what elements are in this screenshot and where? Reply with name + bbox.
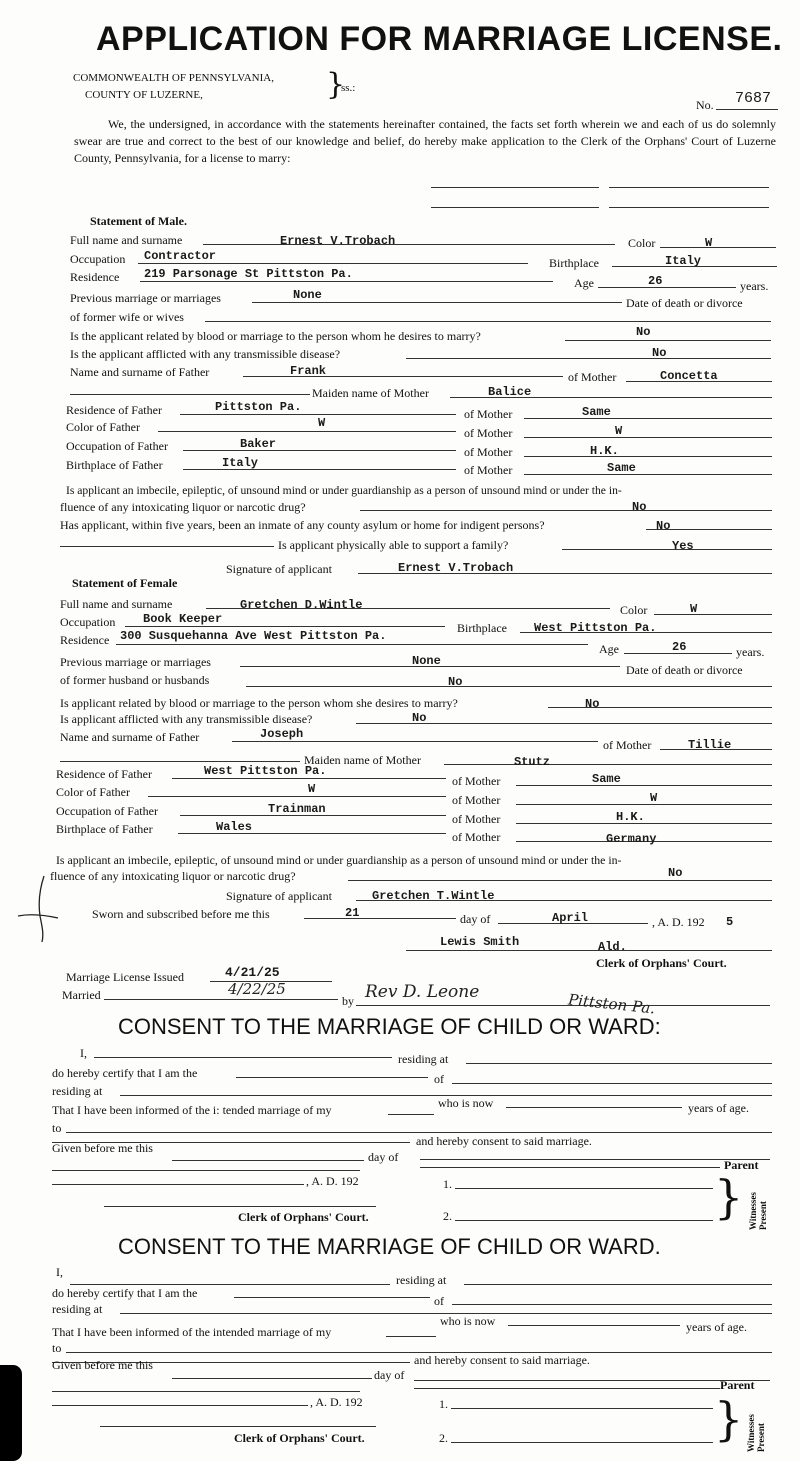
consent2-clerk-label: Clerk of Orphans' Court. — [234, 1431, 365, 1445]
rule — [386, 1336, 436, 1337]
consent1-witness1-label: 1. — [443, 1177, 452, 1191]
male-res-mother: Same — [582, 405, 611, 419]
male-prev-marriage-label: Previous marriage or marriages — [70, 291, 221, 305]
witness-brace: } — [714, 1170, 744, 1224]
female-imbecile-text: Is applicant an imbecile, epileptic, of unsound mind or under guardianship as a person of unsound mind or under the in- — [56, 853, 622, 867]
consent1-residing-label: residing at — [398, 1052, 449, 1066]
male-heading: Statement of Male. — [90, 214, 187, 228]
female-of-mother-label: of Mother — [603, 738, 652, 752]
female-residence: 300 Susquehanna Ave West Pittston Pa. — [120, 629, 387, 643]
rule — [388, 1114, 434, 1115]
rule — [524, 474, 772, 475]
male-birth-father: Italy — [222, 456, 259, 470]
rule — [466, 1063, 772, 1064]
rule — [100, 1426, 376, 1427]
sworn-month: April — [552, 911, 589, 925]
rule — [598, 287, 736, 288]
consent2-who-label: who is now — [440, 1314, 496, 1328]
license-number: 7687 — [735, 90, 772, 107]
female-color-mother-label: of Mother — [452, 793, 501, 807]
consent1-of-label: of — [434, 1072, 444, 1086]
scan-artifact — [0, 1365, 22, 1461]
document-title: APPLICATION FOR MARRIAGE LICENSE. — [96, 20, 783, 58]
female-occ-father: Trainman — [268, 802, 326, 816]
consent2-given-label: Given before me this — [52, 1358, 153, 1372]
male-related-label: Is the applicant related by blood or marriage to the person whom he desires to marry? — [70, 329, 481, 343]
male-influence-text: fluence of any intoxicating liquor or narcotic drug? — [60, 500, 306, 514]
rule — [348, 880, 772, 881]
male-support: Yes — [672, 539, 694, 553]
male-father-name: Frank — [290, 364, 327, 378]
rule — [431, 207, 599, 208]
consent1-clerk-label: Clerk of Orphans' Court. — [238, 1210, 369, 1224]
female-birth-mother-label: of Mother — [452, 830, 501, 844]
male-age: 26 — [648, 274, 663, 288]
consent2-witnesses-label: Witnesses Present — [746, 1414, 766, 1452]
rule — [516, 785, 772, 786]
male-imbecile: No — [632, 500, 647, 514]
female-death-divorce-label: Date of death or divorce — [626, 663, 743, 677]
rule — [452, 1083, 772, 1084]
rule — [420, 1159, 770, 1160]
rule — [524, 437, 772, 438]
rule — [406, 950, 772, 951]
issued-date: 4/21/25 — [225, 965, 280, 980]
female-res-father-label: Residence of Father — [56, 767, 152, 781]
rule — [246, 686, 772, 687]
rule — [52, 1391, 360, 1392]
rule — [609, 187, 769, 188]
male-maiden-label: Maiden name of Mother — [312, 386, 429, 400]
rule — [562, 549, 772, 550]
male-occ-mother: H.K. — [590, 444, 619, 458]
female-maiden-label: Maiden name of Mother — [304, 753, 421, 767]
rule — [158, 431, 456, 432]
male-color-mother-label: of Mother — [464, 426, 513, 440]
sworn-official-title: Ald. — [598, 940, 627, 954]
rule — [172, 1160, 364, 1161]
female-occupation: Book Keeper — [143, 612, 223, 626]
sworn-year-digit: 5 — [726, 915, 734, 929]
commonwealth-label: COMMONWEALTH OF PENNSYLVANIA, — [73, 72, 274, 84]
rule — [205, 321, 771, 322]
rule — [70, 1284, 390, 1285]
ss-label: ss.: — [341, 82, 356, 94]
male-birth-father-label: Birthplace of Father — [66, 458, 163, 472]
consent1-witness2-label: 2. — [443, 1209, 452, 1223]
female-age: 26 — [672, 640, 687, 654]
rule — [148, 796, 446, 797]
sworn-label: Sworn and subscribed before me this — [92, 907, 270, 921]
rule — [524, 418, 772, 419]
consent1-witnesses-label: Witnesses Present — [748, 1192, 768, 1230]
rule — [420, 1167, 720, 1168]
rule — [451, 1408, 713, 1409]
rule — [431, 187, 599, 188]
rule — [52, 1184, 304, 1185]
consent2-to-label: to — [52, 1341, 62, 1355]
rule — [232, 741, 598, 742]
female-former-label: of former husband or husbands — [60, 673, 210, 687]
female-occ-mother-label: of Mother — [452, 812, 501, 826]
rule — [414, 1380, 770, 1381]
rule — [70, 394, 310, 395]
rule — [455, 1220, 713, 1221]
female-occ-mother: H.K. — [616, 810, 645, 824]
rule — [716, 109, 778, 110]
male-color-father: W — [318, 416, 326, 430]
female-color-mother: W — [650, 791, 658, 805]
female-occupation-label: Occupation — [60, 615, 116, 629]
rule — [609, 207, 769, 208]
male-full-name-label: Full name and surname — [70, 233, 183, 247]
rule — [524, 456, 772, 457]
male-residence: 219 Parsonage St Pittston Pa. — [144, 267, 353, 281]
male-full-name: Ernest V.Trobach — [280, 234, 396, 248]
male-father-name-label: Name and surname of Father — [70, 365, 210, 379]
female-occ-father-label: Occupation of Father — [56, 804, 158, 818]
married-place: Pittston Pa. — [567, 990, 656, 1018]
female-age-label: Age — [599, 642, 619, 656]
rule — [125, 626, 445, 627]
rule — [252, 302, 622, 303]
sworn-day-of-label: day of — [460, 912, 491, 926]
rule — [104, 999, 338, 1000]
female-birth-father-label: Birthplace of Father — [56, 822, 153, 836]
married-by-label: by — [342, 994, 354, 1008]
married-officiant: Rev D. Leone — [365, 982, 480, 1002]
female-signature: Gretchen T.Wintle — [372, 889, 495, 903]
male-occ-father-label: Occupation of Father — [66, 439, 168, 453]
male-imbecile-text: Is applicant an imbecile, epileptic, of unsound mind or under guardianship as a person of unsound mind or under the in- — [66, 484, 622, 497]
consent2-heading: CONSENT TO THE MARRIAGE OF CHILD OR WARD. — [118, 1234, 661, 1259]
male-occ-father: Baker — [240, 437, 277, 451]
consent1-heading: CONSENT TO THE MARRIAGE OF CHILD OR WARD: — [118, 1014, 661, 1039]
male-occupation-label: Occupation — [70, 252, 126, 266]
rule — [140, 281, 553, 282]
male-related: No — [636, 325, 651, 339]
rule — [356, 1005, 770, 1006]
consent2-parent-label: Parent — [720, 1378, 755, 1392]
rule — [172, 1378, 372, 1379]
rule — [116, 644, 588, 645]
consent2-residing-label: residing at — [396, 1273, 447, 1287]
rule — [455, 1188, 713, 1189]
male-res-father: Pittston Pa. — [215, 400, 302, 414]
male-color: W — [705, 236, 713, 250]
rule — [180, 414, 456, 415]
male-birth-mother: Same — [607, 461, 636, 475]
consent2-i-label: I, — [56, 1265, 63, 1279]
female-father-name-label: Name and surname of Father — [60, 730, 200, 744]
male-res-father-label: Residence of Father — [66, 403, 162, 417]
rule — [444, 764, 772, 765]
male-birth-mother-label: of Mother — [464, 463, 513, 477]
consent1-parent-label: Parent — [724, 1158, 759, 1172]
female-heading: Statement of Female — [72, 576, 178, 590]
consent2-years-label: years of age. — [686, 1320, 747, 1334]
female-related-label: Is applicant related by blood or marriage to the person whom she desires to marry? — [60, 696, 458, 710]
consent2-of-label: of — [434, 1294, 444, 1308]
cross-mark-icon — [14, 874, 60, 944]
consent1-given-label: Given before me this — [52, 1141, 153, 1155]
rule — [172, 778, 446, 779]
consent2-residing2-label: residing at — [52, 1302, 103, 1316]
male-color-mother: W — [615, 424, 623, 438]
male-occ-mother-label: of Mother — [464, 445, 513, 459]
rule — [508, 1325, 680, 1326]
rule — [506, 1107, 682, 1108]
consent1-years-label: years of age. — [688, 1101, 749, 1115]
brace: } — [326, 67, 346, 102]
rule — [203, 244, 615, 245]
male-of-mother-label: of Mother — [568, 370, 617, 384]
male-disease-label: Is the applicant afflicted with any transmissible disease? — [70, 347, 341, 361]
female-influence-text: fluence of any intoxicating liquor or narcotic drug? — [50, 869, 296, 883]
rule — [66, 1132, 772, 1133]
male-color-father-label: Color of Father — [66, 420, 140, 434]
sworn-official: Lewis Smith — [440, 935, 520, 949]
consent2-witness1-label: 1. — [439, 1397, 448, 1411]
rule — [414, 1388, 720, 1389]
female-color-father-label: Color of Father — [56, 785, 130, 799]
sworn-day: 21 — [345, 906, 360, 920]
rule — [52, 1170, 360, 1171]
married-date: 4/22/25 — [228, 980, 286, 998]
rule — [548, 707, 772, 708]
male-signature-label: Signature of applicant — [226, 562, 332, 576]
number-label: No. — [696, 98, 714, 112]
male-signature: Ernest V.Trobach — [398, 561, 514, 575]
female-full-name: Gretchen D.Wintle — [240, 598, 363, 612]
female-former: No — [448, 675, 463, 689]
male-disease: No — [652, 346, 667, 360]
female-color-label: Color — [620, 603, 648, 617]
male-support-text: Is applicant physically able to support a family? — [278, 538, 509, 552]
male-color-label: Color — [628, 236, 656, 250]
male-years-label: years. — [740, 279, 769, 293]
rule — [94, 1057, 392, 1058]
consent2-certify-label: do hereby certify that I am the — [52, 1286, 198, 1300]
intro-paragraph: We, the undersigned, in accordance with the statements hereinafter contained, the facts set forth wherein we and each of us do solemnly swear are true and correct to the best of our knowledge and belief, do hereby make application to the Clerk of the Orphans' Court of Luzerne County, Pennsylvania, for a license to marry: — [74, 117, 776, 165]
rule — [183, 450, 456, 451]
female-birth-mother: Germany — [606, 832, 657, 846]
issued-label: Marriage License Issued — [66, 970, 184, 984]
male-death-divorce-label: Date of death or divorce — [626, 296, 743, 310]
rule — [138, 263, 528, 264]
female-residence-label: Residence — [60, 633, 110, 647]
male-maiden: Balice — [488, 385, 532, 399]
consent1-informed-label: That I have been informed of the i: tended marriage of my — [52, 1103, 332, 1117]
male-asylum-text: Has applicant, within five years, been an inmate of any county asylum or home for indigent persons? — [60, 518, 545, 532]
rule — [565, 340, 771, 341]
rule — [60, 761, 300, 762]
rule — [360, 510, 772, 511]
county-label: COUNTY OF LUZERNE, — [85, 89, 203, 101]
female-birth-father: Wales — [216, 820, 253, 834]
consent1-day-of-label: day of — [368, 1150, 399, 1164]
female-imbecile: No — [668, 866, 683, 880]
female-related: No — [585, 697, 600, 711]
male-former-label: of former wife or wives — [70, 310, 184, 324]
consent2-ad-label: , A. D. 192 — [310, 1395, 363, 1409]
female-disease-label: Is applicant afflicted with any transmissible disease? — [60, 712, 313, 726]
male-prev-marriage: None — [293, 288, 322, 302]
rule — [236, 1077, 428, 1078]
married-label: Married — [62, 988, 101, 1002]
male-occupation: Contractor — [144, 249, 217, 263]
witness-brace: } — [714, 1392, 744, 1446]
rule — [104, 1206, 376, 1207]
male-age-label: Age — [574, 276, 594, 290]
female-res-father: West Pittston Pa. — [204, 764, 327, 778]
rule — [452, 1304, 772, 1305]
female-maiden: Stutz — [514, 755, 551, 769]
female-years-label: years. — [736, 645, 765, 659]
rule — [660, 247, 776, 248]
rule — [654, 614, 772, 615]
consent1-to-label: to — [52, 1121, 62, 1135]
male-residence-label: Residence — [70, 270, 120, 284]
consent2-consent-label: and hereby consent to said marriage. — [414, 1353, 590, 1367]
consent1-ad-label: , A. D. 192 — [306, 1174, 359, 1188]
rule — [406, 358, 771, 359]
female-color: W — [690, 602, 698, 616]
rule — [304, 918, 456, 919]
female-father-name: Joseph — [260, 727, 304, 741]
rule — [234, 1297, 430, 1298]
consent1-i-label: I, — [80, 1046, 87, 1060]
rule — [451, 1442, 713, 1443]
male-res-mother-label: of Mother — [464, 407, 513, 421]
consent1-certify-label: do hereby certify that I am the — [52, 1066, 198, 1080]
female-mother-name: Tillie — [688, 738, 732, 752]
consent2-witness2-label: 2. — [439, 1431, 448, 1445]
rule — [60, 546, 274, 547]
consent1-who-label: who is now — [438, 1096, 494, 1110]
sworn-clerk-label: Clerk of Orphans' Court. — [596, 956, 727, 970]
male-birthplace: Italy — [665, 254, 702, 268]
male-asylum: No — [656, 519, 671, 533]
consent1-consent-label: and hereby consent to said marriage. — [416, 1134, 592, 1148]
female-full-name-label: Full name and surname — [60, 597, 173, 611]
female-res-mother: Same — [592, 772, 621, 786]
male-mother-name: Concetta — [660, 369, 718, 383]
female-birthplace-label: Birthplace — [457, 621, 507, 635]
male-birthplace-label: Birthplace — [549, 256, 599, 270]
consent2-day-of-label: day of — [374, 1368, 405, 1382]
female-birthplace: West Pittston Pa. — [534, 621, 657, 635]
female-disease: No — [412, 711, 427, 725]
rule — [464, 1284, 772, 1285]
consent2-informed-label: That I have been informed of the intended marriage of my — [52, 1325, 332, 1339]
female-color-father: W — [308, 782, 316, 796]
female-prev-marriage-label: Previous marriage or marriages — [60, 655, 211, 669]
female-res-mother-label: of Mother — [452, 774, 501, 788]
rule — [52, 1405, 308, 1406]
female-prev-marriage: None — [412, 654, 441, 668]
sworn-ad-label: , A. D. 192 — [652, 915, 705, 929]
rule — [516, 804, 772, 805]
consent1-residing2-label: residing at — [52, 1084, 103, 1098]
female-signature-label: Signature of applicant — [226, 889, 332, 903]
